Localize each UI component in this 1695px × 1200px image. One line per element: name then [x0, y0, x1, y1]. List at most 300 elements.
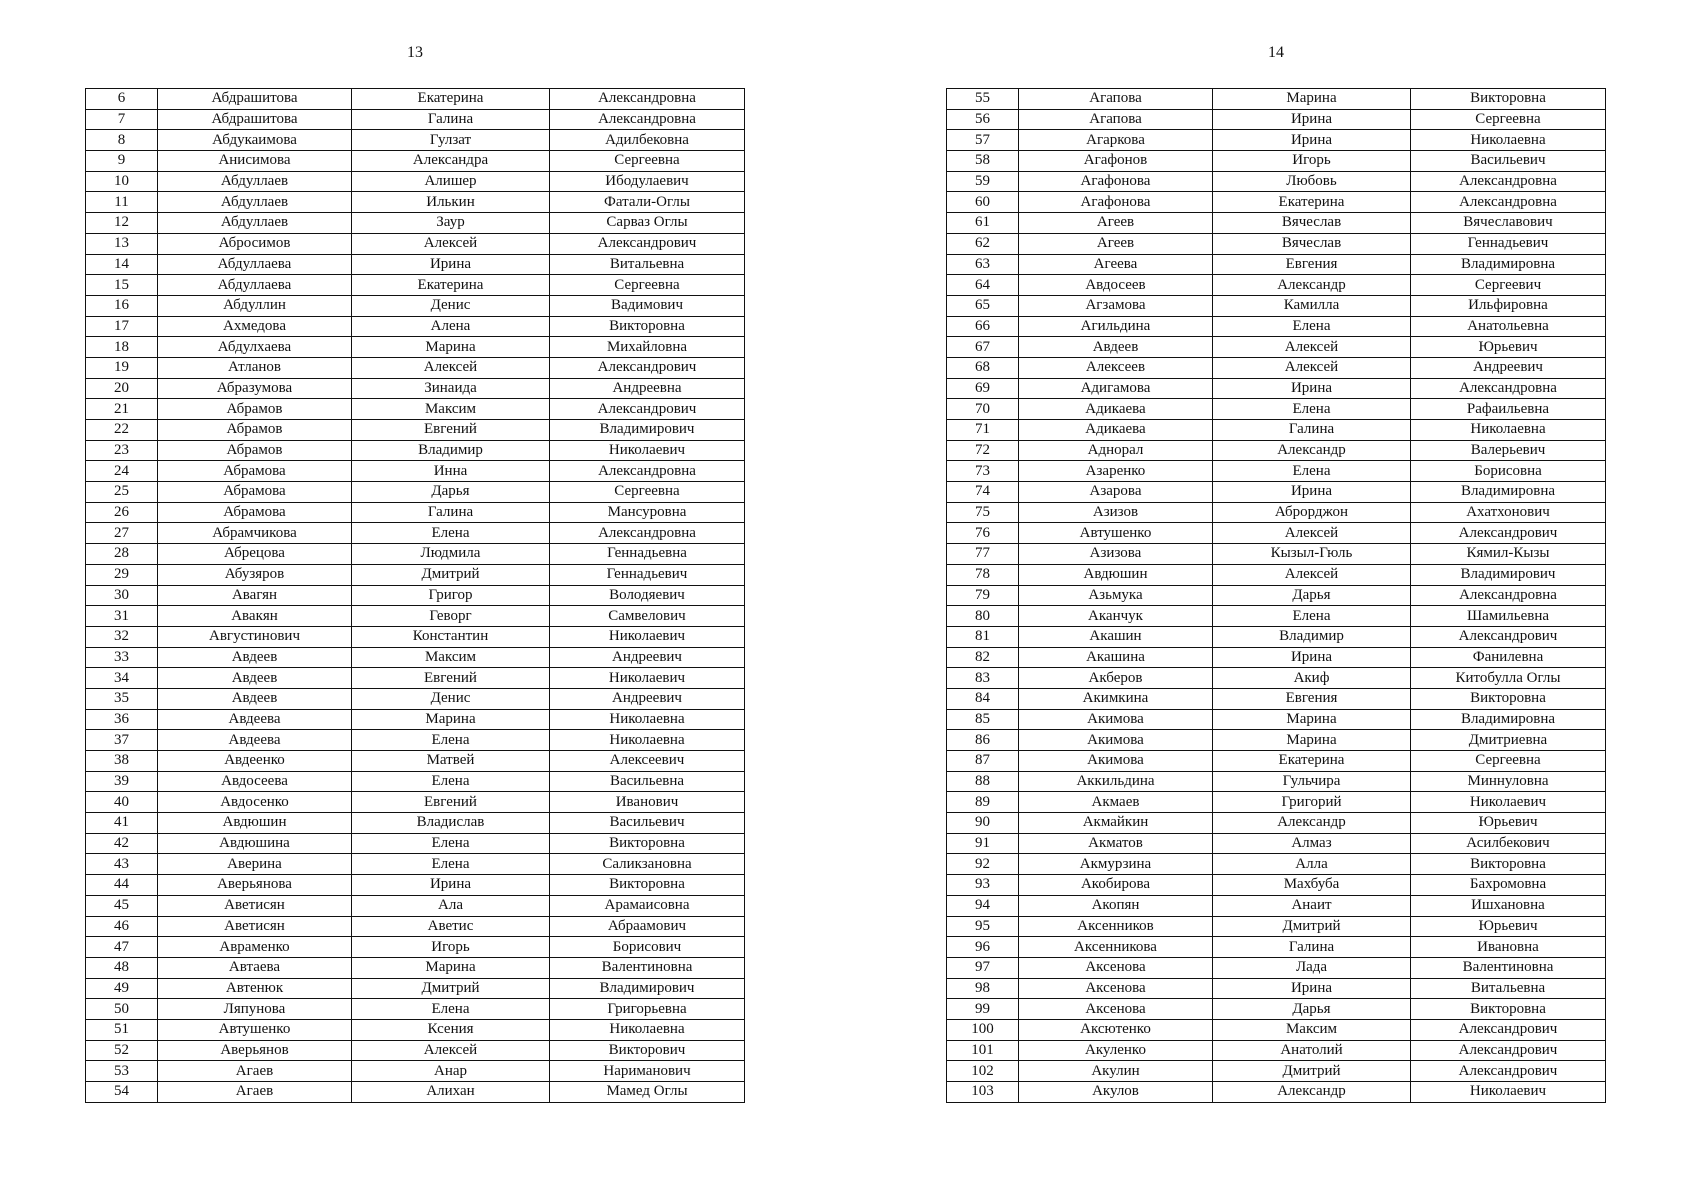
row-number-cell: 90: [947, 813, 1019, 834]
first-name-cell: Анатолий: [1213, 1040, 1411, 1061]
first-name-cell: Махбуба: [1213, 875, 1411, 896]
first-name-cell: Ирина: [352, 254, 550, 275]
first-name-cell: Елена: [352, 771, 550, 792]
last-name-cell: Абдуллаева: [158, 254, 352, 275]
patronymic-cell: Миннуловна: [1411, 771, 1606, 792]
table-row: [947, 502, 1606, 523]
table-row: [86, 792, 745, 813]
table-row: [86, 130, 745, 151]
last-name-cell: Абдуллин: [158, 295, 352, 316]
row-number-cell: 75: [947, 502, 1019, 523]
patronymic-cell: Самвелович: [550, 606, 745, 627]
first-name-cell: Алексей: [352, 1040, 550, 1061]
last-name-cell: Ляпунова: [158, 999, 352, 1020]
last-name-cell: Агапова: [1019, 109, 1213, 130]
last-name-cell: Авдеев: [158, 688, 352, 709]
patronymic-cell: Александрович: [550, 233, 745, 254]
patronymic-cell: Викторовна: [550, 875, 745, 896]
first-name-cell: Алмаз: [1213, 833, 1411, 854]
first-name-cell: Алишер: [352, 171, 550, 192]
table-row: [947, 1082, 1606, 1103]
first-name-cell: Алексей: [1213, 357, 1411, 378]
row-number-cell: 37: [86, 730, 158, 751]
first-name-cell: Зинаида: [352, 378, 550, 399]
patronymic-cell: Сергеевич: [1411, 275, 1606, 296]
table-row: [947, 647, 1606, 668]
last-name-cell: Авдосеева: [158, 771, 352, 792]
table-row: [947, 564, 1606, 585]
row-number-cell: 43: [86, 854, 158, 875]
last-name-cell: Абдрашитова: [158, 109, 352, 130]
patronymic-cell: Александровна: [1411, 378, 1606, 399]
patronymic-cell: Адилбековна: [550, 130, 745, 151]
last-name-cell: Абрамова: [158, 482, 352, 503]
table-row: [947, 461, 1606, 482]
row-number-cell: 50: [86, 999, 158, 1020]
last-name-cell: Акашин: [1019, 626, 1213, 647]
table-row: [86, 151, 745, 172]
row-number-cell: 53: [86, 1061, 158, 1082]
patronymic-cell: Геннадьевич: [1411, 233, 1606, 254]
row-number-cell: 45: [86, 895, 158, 916]
first-name-cell: Дмитрий: [352, 978, 550, 999]
last-name-cell: Ахмедова: [158, 316, 352, 337]
table-row: [86, 730, 745, 751]
last-name-cell: Августинович: [158, 626, 352, 647]
row-number-cell: 44: [86, 875, 158, 896]
last-name-cell: Алексеев: [1019, 357, 1213, 378]
row-number-cell: 74: [947, 482, 1019, 503]
first-name-cell: Денис: [352, 295, 550, 316]
row-number-cell: 15: [86, 275, 158, 296]
first-name-cell: Александр: [1213, 1082, 1411, 1103]
row-number-cell: 95: [947, 916, 1019, 937]
last-name-cell: Агафонов: [1019, 151, 1213, 172]
row-number-cell: 12: [86, 213, 158, 234]
patronymic-cell: Витальевна: [550, 254, 745, 275]
last-name-cell: Анисимова: [158, 151, 352, 172]
table-row: [86, 585, 745, 606]
patronymic-cell: Михайловна: [550, 337, 745, 358]
patronymic-cell: Григорьевна: [550, 999, 745, 1020]
table-row: [86, 709, 745, 730]
last-name-cell: Абдрашитова: [158, 89, 352, 110]
last-name-cell: Абросимов: [158, 233, 352, 254]
patronymic-cell: Ишхановна: [1411, 895, 1606, 916]
first-name-cell: Людмила: [352, 544, 550, 565]
first-name-cell: Елена: [1213, 399, 1411, 420]
patronymic-cell: Викторовна: [1411, 89, 1606, 110]
table-row: [947, 523, 1606, 544]
patronymic-cell: Андреевна: [550, 378, 745, 399]
patronymic-cell: Арамаисовна: [550, 895, 745, 916]
table-row: [947, 482, 1606, 503]
last-name-cell: Авагян: [158, 585, 352, 606]
last-name-cell: Акмаев: [1019, 792, 1213, 813]
last-name-cell: Агаев: [158, 1082, 352, 1103]
last-name-cell: Автушенко: [1019, 523, 1213, 544]
last-name-cell: Адикаева: [1019, 420, 1213, 441]
last-name-cell: Абрамова: [158, 502, 352, 523]
patronymic-cell: Юрьевич: [1411, 916, 1606, 937]
table-row: [86, 502, 745, 523]
row-number-cell: 41: [86, 813, 158, 834]
table-row: [947, 130, 1606, 151]
patronymic-cell: Ильфировна: [1411, 295, 1606, 316]
first-name-cell: Заур: [352, 213, 550, 234]
first-name-cell: Максим: [352, 399, 550, 420]
last-name-cell: Аканчук: [1019, 606, 1213, 627]
last-name-cell: Акашина: [1019, 647, 1213, 668]
patronymic-cell: Анатольевна: [1411, 316, 1606, 337]
table-row: [947, 585, 1606, 606]
table-row: [947, 895, 1606, 916]
row-number-cell: 8: [86, 130, 158, 151]
row-number-cell: 72: [947, 440, 1019, 461]
patronymic-cell: Николаевич: [550, 440, 745, 461]
patronymic-cell: Борисовна: [1411, 461, 1606, 482]
patronymic-cell: Николаевич: [1411, 792, 1606, 813]
first-name-cell: Акиф: [1213, 668, 1411, 689]
patronymic-cell: Дмитриевна: [1411, 730, 1606, 751]
row-number-cell: 40: [86, 792, 158, 813]
table-row: [947, 978, 1606, 999]
row-number-cell: 36: [86, 709, 158, 730]
row-number-cell: 10: [86, 171, 158, 192]
patronymic-cell: Вячеславович: [1411, 213, 1606, 234]
first-name-cell: Елена: [1213, 316, 1411, 337]
patronymic-cell: Александровна: [550, 523, 745, 544]
first-name-cell: Ирина: [1213, 109, 1411, 130]
patronymic-cell: Володяевич: [550, 585, 745, 606]
first-name-cell: Вячеслав: [1213, 233, 1411, 254]
last-name-cell: Акматов: [1019, 833, 1213, 854]
row-number-cell: 62: [947, 233, 1019, 254]
first-name-cell: Александр: [1213, 813, 1411, 834]
first-name-cell: Елена: [352, 833, 550, 854]
table-row: [86, 833, 745, 854]
last-name-cell: Адикаева: [1019, 399, 1213, 420]
first-name-cell: Анар: [352, 1061, 550, 1082]
patronymic-cell: Александрович: [550, 357, 745, 378]
row-number-cell: 78: [947, 564, 1019, 585]
patronymic-cell: Андреевич: [550, 688, 745, 709]
first-name-cell: Ирина: [1213, 378, 1411, 399]
table-row: [947, 688, 1606, 709]
first-name-cell: Алексей: [1213, 564, 1411, 585]
first-name-cell: Марина: [1213, 730, 1411, 751]
row-number-cell: 71: [947, 420, 1019, 441]
patronymic-cell: Кямил-Кызы: [1411, 544, 1606, 565]
table-row: [947, 151, 1606, 172]
patronymic-cell: Николаевна: [550, 709, 745, 730]
last-name-cell: Атланов: [158, 357, 352, 378]
first-name-cell: Алла: [1213, 854, 1411, 875]
row-number-cell: 19: [86, 357, 158, 378]
row-number-cell: 63: [947, 254, 1019, 275]
table-row: [86, 1019, 745, 1040]
patronymic-cell: Викторовна: [1411, 999, 1606, 1020]
last-name-cell: Аксенова: [1019, 978, 1213, 999]
roster-table: [946, 88, 1606, 1103]
last-name-cell: Азаренко: [1019, 461, 1213, 482]
row-number-cell: 86: [947, 730, 1019, 751]
first-name-cell: Ирина: [1213, 482, 1411, 503]
table-row: [947, 730, 1606, 751]
last-name-cell: Агафонова: [1019, 192, 1213, 213]
table-row: [86, 420, 745, 441]
row-number-cell: 92: [947, 854, 1019, 875]
table-row: [947, 192, 1606, 213]
table-row: [86, 1082, 745, 1103]
table-row: [86, 109, 745, 130]
last-name-cell: Аверина: [158, 854, 352, 875]
row-number-cell: 26: [86, 502, 158, 523]
patronymic-cell: Фанилевна: [1411, 647, 1606, 668]
first-name-cell: Елена: [1213, 606, 1411, 627]
patronymic-cell: Витальевна: [1411, 978, 1606, 999]
first-name-cell: Гулзат: [352, 130, 550, 151]
page-number: 13: [407, 44, 423, 61]
table-row: [86, 895, 745, 916]
table-row: [947, 1019, 1606, 1040]
last-name-cell: Авдосеев: [1019, 275, 1213, 296]
patronymic-cell: Асилбекович: [1411, 833, 1606, 854]
table-row: [86, 399, 745, 420]
row-number-cell: 22: [86, 420, 158, 441]
patronymic-cell: Иванович: [550, 792, 745, 813]
last-name-cell: Автушенко: [158, 1019, 352, 1040]
last-name-cell: Аветисян: [158, 916, 352, 937]
last-name-cell: Азизов: [1019, 502, 1213, 523]
row-number-cell: 13: [86, 233, 158, 254]
last-name-cell: Агаев: [158, 1061, 352, 1082]
patronymic-cell: Александрович: [550, 399, 745, 420]
table-row: [86, 316, 745, 337]
first-name-cell: Екатерина: [1213, 192, 1411, 213]
table-row: [947, 792, 1606, 813]
patronymic-cell: Юрьевич: [1411, 813, 1606, 834]
last-name-cell: Акмайкин: [1019, 813, 1213, 834]
first-name-cell: Григор: [352, 585, 550, 606]
table-row: [86, 978, 745, 999]
last-name-cell: Агаркова: [1019, 130, 1213, 151]
last-name-cell: Акулин: [1019, 1061, 1213, 1082]
first-name-cell: Марина: [1213, 89, 1411, 110]
row-number-cell: 52: [86, 1040, 158, 1061]
patronymic-cell: Александровна: [550, 109, 745, 130]
table-row: [86, 999, 745, 1020]
last-name-cell: Аксенников: [1019, 916, 1213, 937]
patronymic-cell: Владимирович: [1411, 564, 1606, 585]
last-name-cell: Агзамова: [1019, 295, 1213, 316]
last-name-cell: Агеев: [1019, 213, 1213, 234]
first-name-cell: Аветис: [352, 916, 550, 937]
patronymic-cell: Вадимович: [550, 295, 745, 316]
first-name-cell: Марина: [352, 337, 550, 358]
last-name-cell: Аксютенко: [1019, 1019, 1213, 1040]
first-name-cell: Евгений: [352, 668, 550, 689]
first-name-cell: Гульчира: [1213, 771, 1411, 792]
row-number-cell: 56: [947, 109, 1019, 130]
table-row: [947, 957, 1606, 978]
first-name-cell: Григорий: [1213, 792, 1411, 813]
last-name-cell: Агеева: [1019, 254, 1213, 275]
last-name-cell: Абдуллаев: [158, 213, 352, 234]
first-name-cell: Аброрджон: [1213, 502, 1411, 523]
table-row: [947, 875, 1606, 896]
row-number-cell: 82: [947, 647, 1019, 668]
last-name-cell: Аверьянова: [158, 875, 352, 896]
first-name-cell: Екатерина: [1213, 751, 1411, 772]
patronymic-cell: Николаевич: [550, 668, 745, 689]
row-number-cell: 31: [86, 606, 158, 627]
first-name-cell: Илькин: [352, 192, 550, 213]
patronymic-cell: Николаевна: [1411, 130, 1606, 151]
row-number-cell: 34: [86, 668, 158, 689]
last-name-cell: Авдеев: [158, 647, 352, 668]
last-name-cell: Абрамов: [158, 420, 352, 441]
row-number-cell: 89: [947, 792, 1019, 813]
last-name-cell: Авдюшина: [158, 833, 352, 854]
patronymic-cell: Сергеевна: [550, 275, 745, 296]
last-name-cell: Автенюк: [158, 978, 352, 999]
row-number-cell: 18: [86, 337, 158, 358]
row-number-cell: 29: [86, 564, 158, 585]
row-number-cell: 7: [86, 109, 158, 130]
row-number-cell: 33: [86, 647, 158, 668]
row-number-cell: 93: [947, 875, 1019, 896]
row-number-cell: 73: [947, 461, 1019, 482]
table-row: [86, 440, 745, 461]
row-number-cell: 64: [947, 275, 1019, 296]
table-row: [947, 171, 1606, 192]
table-row: [86, 337, 745, 358]
last-name-cell: Абузяров: [158, 564, 352, 585]
first-name-cell: Алексей: [1213, 523, 1411, 544]
last-name-cell: Абрамов: [158, 399, 352, 420]
first-name-cell: Игорь: [1213, 151, 1411, 172]
table-row: [86, 647, 745, 668]
first-name-cell: Константин: [352, 626, 550, 647]
first-name-cell: Матвей: [352, 751, 550, 772]
first-name-cell: Галина: [1213, 420, 1411, 441]
row-number-cell: 47: [86, 937, 158, 958]
row-number-cell: 61: [947, 213, 1019, 234]
first-name-cell: Владислав: [352, 813, 550, 834]
first-name-cell: Евгений: [352, 420, 550, 441]
last-name-cell: Автаева: [158, 957, 352, 978]
last-name-cell: Акимова: [1019, 709, 1213, 730]
table-row: [947, 337, 1606, 358]
first-name-cell: Евгений: [352, 792, 550, 813]
table-row: [86, 668, 745, 689]
patronymic-cell: Алексеевич: [550, 751, 745, 772]
row-number-cell: 69: [947, 378, 1019, 399]
patronymic-cell: Викторовна: [550, 316, 745, 337]
patronymic-cell: Валентиновна: [1411, 957, 1606, 978]
table-row: [947, 440, 1606, 461]
table-row: [86, 771, 745, 792]
patronymic-cell: Борисович: [550, 937, 745, 958]
row-number-cell: 80: [947, 606, 1019, 627]
last-name-cell: Акопян: [1019, 895, 1213, 916]
table-row: [947, 109, 1606, 130]
first-name-cell: Евгения: [1213, 254, 1411, 275]
row-number-cell: 103: [947, 1082, 1019, 1103]
row-number-cell: 6: [86, 89, 158, 110]
row-number-cell: 16: [86, 295, 158, 316]
first-name-cell: Александр: [1213, 440, 1411, 461]
patronymic-cell: Александровна: [550, 89, 745, 110]
first-name-cell: Анаит: [1213, 895, 1411, 916]
first-name-cell: Камилла: [1213, 295, 1411, 316]
row-number-cell: 87: [947, 751, 1019, 772]
first-name-cell: Галина: [352, 502, 550, 523]
patronymic-cell: Юрьевич: [1411, 337, 1606, 358]
row-number-cell: 60: [947, 192, 1019, 213]
patronymic-cell: Геннадьевна: [550, 544, 745, 565]
patronymic-cell: Викторович: [550, 1040, 745, 1061]
row-number-cell: 77: [947, 544, 1019, 565]
row-number-cell: 39: [86, 771, 158, 792]
patronymic-cell: Николаевич: [1411, 1082, 1606, 1103]
table-row: [86, 854, 745, 875]
table-row: [86, 482, 745, 503]
table-row: [86, 626, 745, 647]
table-row: [947, 854, 1606, 875]
table-row: [947, 378, 1606, 399]
first-name-cell: Максим: [352, 647, 550, 668]
patronymic-cell: Валентиновна: [550, 957, 745, 978]
last-name-cell: Азизова: [1019, 544, 1213, 565]
last-name-cell: Аксенникова: [1019, 937, 1213, 958]
patronymic-cell: Александрович: [1411, 1040, 1606, 1061]
patronymic-cell: Александрович: [1411, 626, 1606, 647]
table-row: [86, 1061, 745, 1082]
first-name-cell: Игорь: [352, 937, 550, 958]
row-number-cell: 99: [947, 999, 1019, 1020]
patronymic-cell: Ибодулаевич: [550, 171, 745, 192]
table-row: [86, 564, 745, 585]
table-row: [86, 89, 745, 110]
row-number-cell: 14: [86, 254, 158, 275]
first-name-cell: Елена: [352, 999, 550, 1020]
first-name-cell: Геворг: [352, 606, 550, 627]
patronymic-cell: Владимировна: [1411, 254, 1606, 275]
patronymic-cell: Ахатхонович: [1411, 502, 1606, 523]
first-name-cell: Марина: [352, 957, 550, 978]
table-row: [86, 523, 745, 544]
last-name-cell: Абдуллаев: [158, 192, 352, 213]
last-name-cell: Авдеев: [1019, 337, 1213, 358]
table-row: [86, 1040, 745, 1061]
first-name-cell: Дарья: [1213, 585, 1411, 606]
row-number-cell: 81: [947, 626, 1019, 647]
patronymic-cell: Викторовна: [1411, 854, 1606, 875]
first-name-cell: Галина: [352, 109, 550, 130]
first-name-cell: Дарья: [352, 482, 550, 503]
row-number-cell: 48: [86, 957, 158, 978]
patronymic-cell: Андреевич: [550, 647, 745, 668]
last-name-cell: Абрецова: [158, 544, 352, 565]
first-name-cell: Ксения: [352, 1019, 550, 1040]
patronymic-cell: Валерьевич: [1411, 440, 1606, 461]
table-row: [947, 89, 1606, 110]
row-number-cell: 51: [86, 1019, 158, 1040]
first-name-cell: Ирина: [1213, 647, 1411, 668]
first-name-cell: Елена: [352, 523, 550, 544]
